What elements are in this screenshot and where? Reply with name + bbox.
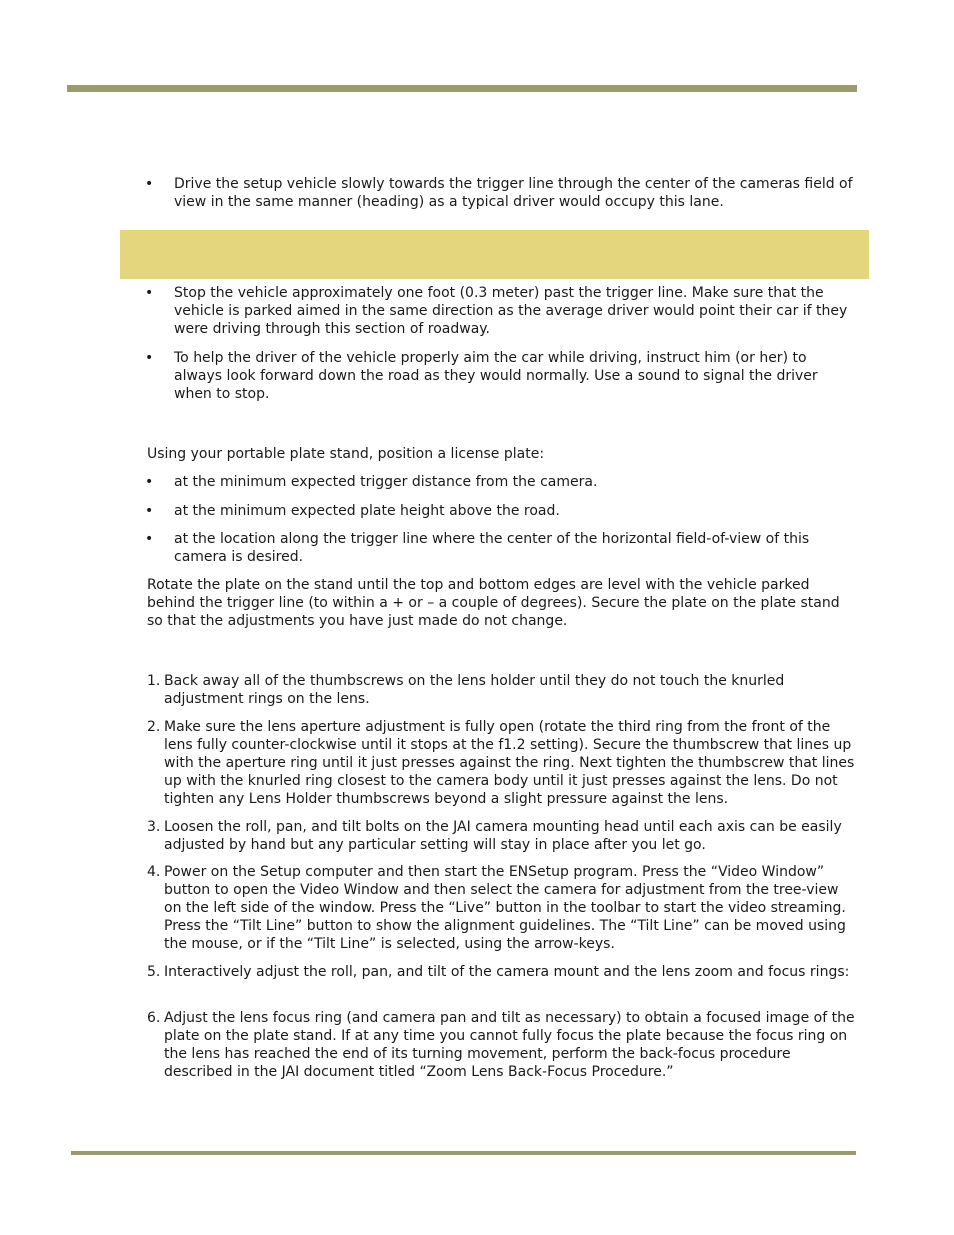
list-item [145, 175, 855, 211]
list-item [145, 530, 855, 566]
step-number: 5. [147, 964, 161, 980]
step-text: Make sure the lens aperture adjustment is fully open (rotate the third ring from the front of the lens fully counter-clockwise until it stops at the f1.2 setting). Secure the thumbscrew that lines up with the aperture ring until it just presses against the ring. Next tighten the thumbscrew that lines up with the knurled ring closest to the camera body until it just presses against the lens. Do not tighten any Lens Holder thumbscrews beyond a slight pressure against the lens. [164, 719, 855, 807]
step-item [147, 718, 857, 808]
step-text: Loosen the roll, pan, and tilt bolts on the JAI camera mounting head until each axis can be easily adjusted by hand but any particular setting will stay in place after you let go. [164, 819, 842, 853]
list-item [145, 473, 855, 491]
step-text: Adjust the lens focus ring (and camera pan and tilt as necessary) to obtain a focused image of the plate on the plate stand. If at any time you cannot fully focus the plate because the focus ring on the lens has reached the end of its turning movement, perform the back-focus procedure described in the JAI document titled “Zoom Lens Back-Focus Procedure.” [164, 1010, 855, 1080]
step-item [147, 672, 857, 708]
bullet-icon: • [145, 176, 154, 192]
highlight-band [120, 230, 869, 279]
step-number: 1. [147, 673, 161, 689]
list-item-text: at the minimum expected trigger distance from the camera. [174, 474, 598, 490]
step-item [147, 863, 857, 953]
bullet-icon: • [145, 285, 154, 301]
list-item-text: To help the driver of the vehicle properly aim the car while driving, instruct him (or her) to always look forward down the road as they would normally. Use a sound to signal the driver when to stop. [174, 350, 818, 402]
step-item [147, 1009, 857, 1081]
step-text: Interactively adjust the roll, pan, and tilt of the camera mount and the lens zoom and focus rings: [164, 964, 850, 980]
bullet-icon: • [145, 531, 154, 547]
list-item-text: Stop the vehicle approximately one foot (0.3 meter) past the trigger line. Make sure that the vehicle is parked aimed in the same direction as the average driver would point their car if they were driving through this section of roadway. [174, 285, 848, 337]
step-item [147, 818, 857, 854]
step-number: 4. [147, 864, 161, 880]
footer-rule [71, 1151, 856, 1155]
bullet-icon: • [145, 474, 154, 490]
bullet-icon: • [145, 503, 154, 519]
list-item [145, 349, 855, 403]
list-item [145, 284, 855, 338]
step-number: 6. [147, 1010, 161, 1026]
list-item [145, 502, 855, 520]
step-number: 3. [147, 819, 161, 835]
step-item [147, 963, 857, 981]
list-item-text: Drive the setup vehicle slowly towards the trigger line through the center of the cameras field of view in the same manner (heading) as a typical driver would occupy this lane. [174, 176, 853, 210]
step-text: Back away all of the thumbscrews on the lens holder until they do not touch the knurled adjustment rings on the lens. [164, 673, 785, 707]
list-item-text: at the location along the trigger line where the center of the horizontal field-of-view of this camera is desired. [174, 531, 810, 565]
step-number: 2. [147, 719, 161, 735]
rotate-paragraph: Rotate the plate on the stand until the top and bottom edges are level with the vehicle parked behind the trigger line (to within a + or – a couple of degrees). Secure the plate on the plate stand so that the adjustments you have just made do not change. [147, 577, 840, 629]
plate-intro: Using your portable plate stand, position a license plate: [147, 446, 545, 462]
list-item-text: at the minimum expected plate height above the road. [174, 503, 560, 519]
step-text: Power on the Setup computer and then start the ENSetup program. Press the “Video Window” button to open the Video Window and then select the camera for adjustment from the tree-view on the left side of the window. Press the “Live” button in the toolbar to start the video streaming. Press the “Tilt Line” button to show the alignment guidelines. The “Tilt Line” can be moved using the mouse, or if the “Tilt Line” is selected, using the arrow-keys. [164, 864, 846, 952]
bullet-icon: • [145, 350, 154, 366]
header-rule [67, 85, 857, 92]
